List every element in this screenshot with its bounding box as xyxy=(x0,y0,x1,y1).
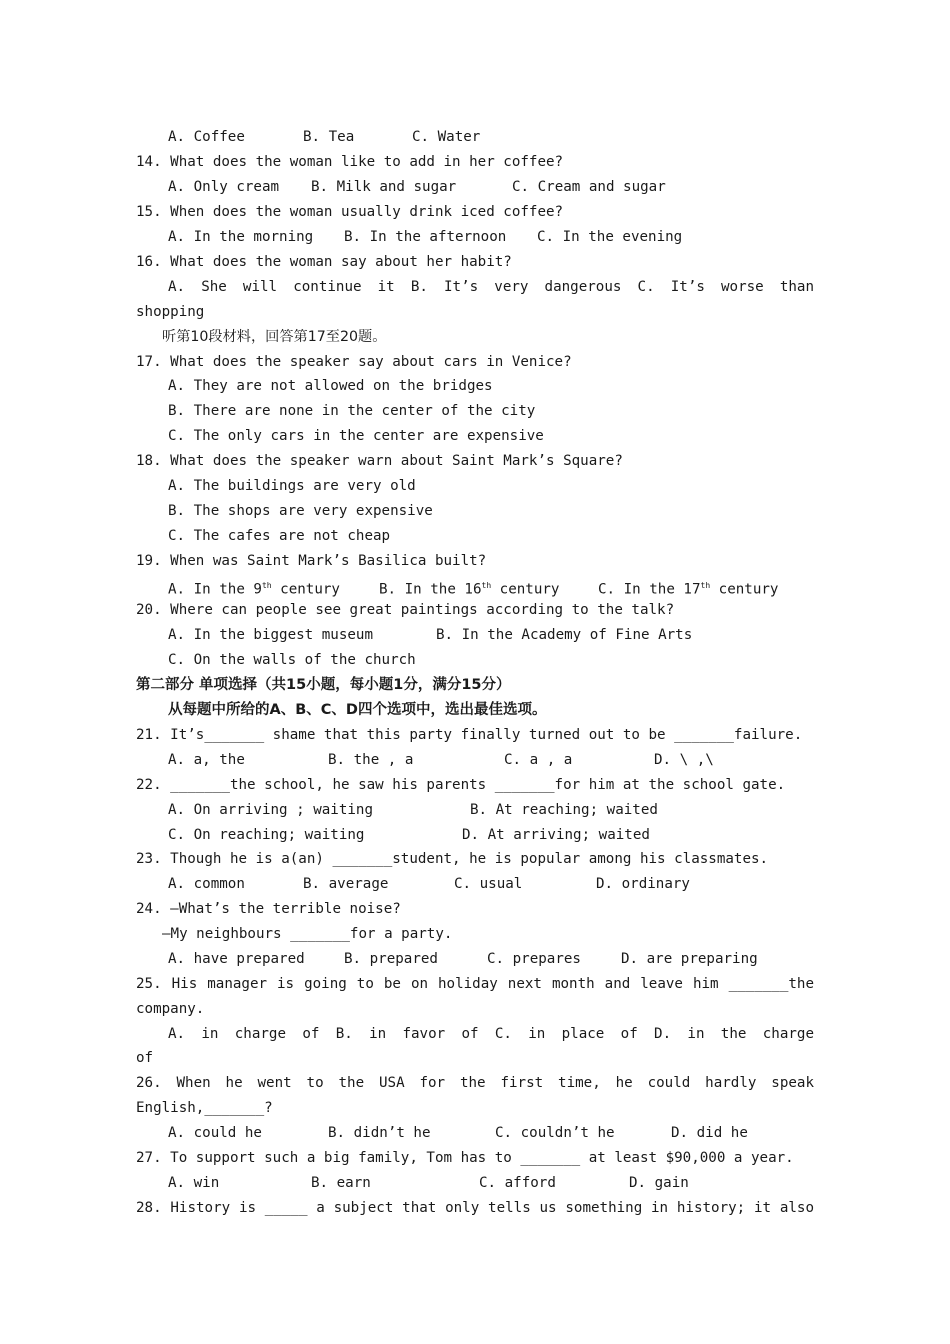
q15-option-a: A. In the morning xyxy=(168,229,314,245)
section-note: 听第10段材料，回答第17至20题。 xyxy=(162,329,387,345)
q19-option-a-text: A. In the 9 xyxy=(168,581,262,598)
q26-stem-line1: 26. When he went to the USA for the first time, he could hardly speak xyxy=(136,1075,814,1091)
q24-stem: 24. —What’s the terrible noise? xyxy=(136,901,401,917)
q21-option-b: B. the , a xyxy=(328,752,414,768)
q22-stem: 22. _______the school, he saw his parents _______for him at the school gate. xyxy=(136,777,786,793)
q21-option-c: C. a , a xyxy=(504,752,573,768)
q22-options-row1 xyxy=(168,800,818,820)
q26-option-d: D. did he xyxy=(671,1125,748,1141)
q17-option-a: A. They are not allowed on the bridges xyxy=(168,378,493,394)
q23-option-c: C. usual xyxy=(454,876,523,892)
q19-option-b-suffix: century xyxy=(491,581,560,598)
q26-options xyxy=(168,1123,818,1143)
q19-option-b xyxy=(379,576,559,600)
q13-option-b: B. Tea xyxy=(303,129,355,145)
q19-option-b-text: B. In the 16 xyxy=(379,581,482,598)
q20-option-a: A. In the biggest museum xyxy=(168,627,373,643)
q16-options-line2: shopping xyxy=(136,304,205,320)
q19-option-c xyxy=(598,576,778,600)
q19-option-c-suffix: century xyxy=(710,581,779,598)
q22-option-a: A. On arriving ; waiting xyxy=(168,802,373,818)
q19-option-c-sup: th xyxy=(700,581,711,590)
q25-stem-line2: company. xyxy=(136,1001,205,1017)
q28-stem-line1: 28. History is _____ a subject that only tells us something in history; it also xyxy=(136,1200,814,1216)
q27-options xyxy=(168,1173,818,1193)
q26-option-a: A. could he xyxy=(168,1125,262,1141)
q23-option-d: D. ordinary xyxy=(596,876,690,892)
q19-option-a-sup: th xyxy=(261,581,272,590)
q18-option-b: B. The shops are very expensive xyxy=(168,503,433,519)
q23-option-a: A. common xyxy=(168,876,245,892)
q22-options-row2 xyxy=(168,825,818,845)
q15-options xyxy=(168,227,818,247)
q24-option-d: D. are preparing xyxy=(621,951,758,967)
q13-option-c: C. Water xyxy=(412,129,481,145)
q24-reply: —My neighbours _______for a party. xyxy=(162,926,453,942)
q13-option-a: A. Coffee xyxy=(168,129,245,145)
q24-option-b: B. prepared xyxy=(344,951,438,967)
q25-options-line1: A. in charge of B. in favor of C. in place of D. in the charge xyxy=(168,1026,814,1042)
part2-instruction: 从每题中所给的A、B、C、D四个选项中，选出最佳选项。 xyxy=(168,702,547,718)
q19-options xyxy=(168,576,818,596)
q27-stem: 27. To support such a big family, Tom has to _______ at least $90,000 a year. xyxy=(136,1150,794,1166)
q19-option-b-sup: th xyxy=(481,581,492,590)
q20-option-c: C. On the walls of the church xyxy=(168,652,416,668)
q26-option-c: C. couldn’t he xyxy=(495,1125,615,1141)
q16-stem: 16. What does the woman say about her habit? xyxy=(136,254,512,270)
q13-options xyxy=(168,127,818,147)
q19-option-c-text: C. In the 17 xyxy=(598,581,701,598)
q23-stem: 23. Though he is a(an) _______student, he is popular among his classmates. xyxy=(136,851,769,867)
q27-option-b: B. earn xyxy=(311,1175,371,1191)
q24-option-c: C. prepares xyxy=(487,951,581,967)
q19-option-a-suffix: century xyxy=(271,581,340,598)
q21-option-a: A. a, the xyxy=(168,752,245,768)
q14-options xyxy=(168,177,818,197)
q26-stem-line2: English,_______? xyxy=(136,1100,273,1116)
part2-title: 第二部分 单项选择（共15小题，每小题1分，满分15分） xyxy=(136,677,511,693)
q24-options xyxy=(168,949,818,969)
q20-options-row1 xyxy=(168,625,818,645)
q24-option-a: A. have prepared xyxy=(168,951,305,967)
q17-option-b: B. There are none in the center of the city xyxy=(168,403,536,419)
q25-stem-line1: 25. His manager is going to be on holiday next month and leave him _______the xyxy=(136,976,814,992)
q14-option-c: C. Cream and sugar xyxy=(512,179,666,195)
q19-option-a xyxy=(168,576,340,600)
q18-option-c: C. The cafes are not cheap xyxy=(168,528,391,544)
q23-option-b: B. average xyxy=(303,876,389,892)
q22-option-b: B. At reaching; waited xyxy=(470,802,658,818)
q20-stem: 20. Where can people see great paintings according to the talk? xyxy=(136,602,675,618)
q21-stem: 21. It’s_______ shame that this party finally turned out to be _______failure. xyxy=(136,727,803,743)
q15-option-b: B. In the afternoon xyxy=(344,229,507,245)
q14-option-b: B. Milk and sugar xyxy=(311,179,457,195)
q19-stem: 19. When was Saint Mark’s Basilica built? xyxy=(136,553,487,569)
q14-stem: 14. What does the woman like to add in her coffee? xyxy=(136,154,564,170)
q17-option-c: C. The only cars in the center are expensive xyxy=(168,428,544,444)
q23-options xyxy=(168,874,818,894)
q21-option-d: D. \ ,\ xyxy=(654,752,714,768)
q16-options-line1: A. She will continue it B. It’s very dangerous C. It’s worse than xyxy=(168,279,814,295)
q18-option-a: A. The buildings are very old xyxy=(168,478,416,494)
q14-option-a: A. Only cream xyxy=(168,179,280,195)
q26-option-b: B. didn’t he xyxy=(328,1125,431,1141)
q18-stem: 18. What does the speaker warn about Saint Mark’s Square? xyxy=(136,453,623,469)
q22-option-c: C. On reaching; waiting xyxy=(168,827,365,843)
q17-stem: 17. What does the speaker say about cars in Venice? xyxy=(136,354,572,370)
q15-stem: 15. When does the woman usually drink iced coffee? xyxy=(136,204,564,220)
q21-options xyxy=(168,750,818,770)
q27-option-c: C. afford xyxy=(479,1175,556,1191)
q27-option-a: A. win xyxy=(168,1175,220,1191)
q25-options-line2: of xyxy=(136,1050,154,1066)
q20-option-b: B. In the Academy of Fine Arts xyxy=(436,627,693,643)
q22-option-d: D. At arriving; waited xyxy=(462,827,650,843)
q15-option-c: C. In the evening xyxy=(537,229,683,245)
q27-option-d: D. gain xyxy=(629,1175,689,1191)
